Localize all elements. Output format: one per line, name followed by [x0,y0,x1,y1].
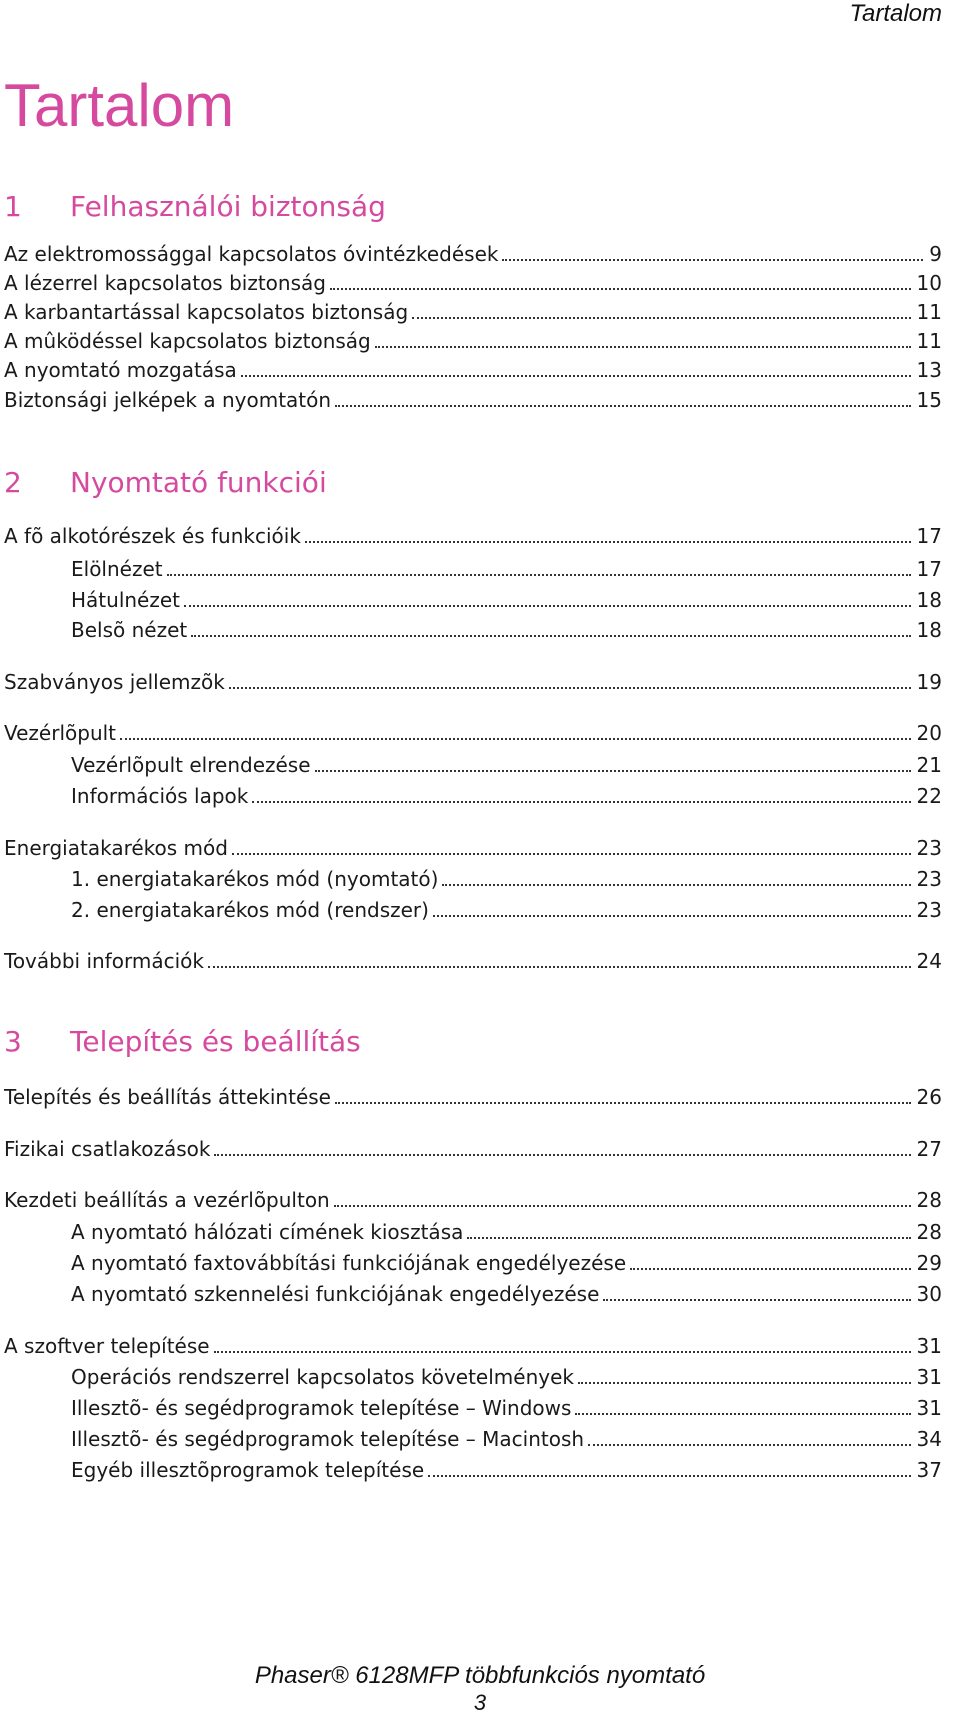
toc-entry-title: Illesztõ- és segédprogramok telepítése – Windows [71,1396,572,1420]
toc-entry-title: A mûködéssel kapcsolatos biztonság [4,329,371,353]
toc-entry[interactable] [71,1279,942,1309]
dot-leader [375,346,911,348]
toc-entry[interactable] [71,1362,942,1392]
dot-leader [229,687,911,689]
toc-page-number: 22 [916,784,942,808]
toc-entry[interactable] [4,385,942,415]
toc-entry[interactable] [71,554,942,584]
dot-leader [214,1154,910,1156]
toc-entry-title: Energiatakarékos mód [4,836,228,860]
toc-entry[interactable] [4,946,942,976]
toc-entry-title: Fizikai csatlakozások [4,1137,211,1161]
dot-leader [330,288,911,290]
toc-entry[interactable] [4,833,942,863]
toc-page-number: 23 [916,836,942,860]
toc-entry-title: A nyomtató faxtovábbítási funkciójának engedélyezése [71,1251,627,1275]
dot-leader [575,1413,910,1415]
chapter-heading-2[interactable] [4,462,960,502]
toc-entry[interactable] [71,585,942,615]
toc-page-number: 37 [916,1458,942,1482]
chapter-number: 3 [4,1024,22,1058]
toc-entry[interactable] [4,667,942,697]
toc-page-number: 11 [916,329,942,353]
toc-entry-title: Egyéb illesztõprogramok telepítése [71,1458,425,1482]
dot-leader [305,541,911,543]
chapter-number: 2 [4,465,22,499]
toc-entry[interactable] [4,268,942,298]
toc-page-number: 19 [916,670,942,694]
dot-leader [630,1268,910,1270]
chapter-title: Telepítés és beállítás [70,1024,361,1058]
toc-entry[interactable] [71,1393,942,1423]
toc-entry-title: Illesztõ- és segédprogramok telepítése – Macintosh [71,1427,585,1451]
dot-leader [578,1382,911,1384]
toc-page-number: 13 [916,358,942,382]
toc-entry-title: Az elektromossággal kapcsolatos óvintézkedések [4,242,499,266]
toc-page-number: 18 [916,588,942,612]
toc-entry[interactable] [71,615,942,645]
toc-page-number: 17 [916,524,942,548]
toc-entry[interactable] [71,1455,942,1485]
toc-page-number: 28 [916,1220,942,1244]
dot-leader [208,966,911,968]
toc-page-number: 34 [916,1427,942,1451]
dot-leader [191,635,910,637]
dot-leader [502,259,923,261]
toc-page-number: 18 [916,618,942,642]
dot-leader [603,1299,910,1301]
dot-leader [334,1205,911,1207]
chapter-heading-1[interactable] [4,186,960,226]
toc-page-number: 29 [916,1251,942,1275]
toc-page-number: 31 [916,1396,942,1420]
toc-entry[interactable] [4,239,942,269]
toc-entry[interactable] [4,1082,942,1112]
toc-entry-title: Telepítés és beállítás áttekintése [4,1085,331,1109]
toc-entry[interactable] [71,864,942,894]
toc-entry-title: 1. energiatakarékos mód (nyomtató) [71,867,439,891]
toc-entry[interactable] [4,326,942,356]
dot-leader [412,317,910,319]
toc-page-number: 11 [916,300,942,324]
toc-entry-title: A karbantartással kapcsolatos biztonság [4,300,409,324]
toc-entry[interactable] [4,1331,942,1361]
toc-entry[interactable] [71,1424,942,1454]
toc-entry-title: Biztonsági jelképek a nyomtatón [4,388,332,412]
toc-page-number: 15 [916,388,942,412]
dot-leader [315,770,911,772]
dot-leader [120,738,911,740]
toc-entry-title: A nyomtató hálózati címének kiosztása [71,1220,464,1244]
toc-entry-title: Információs lapok [71,784,249,808]
toc-page-number: 23 [916,867,942,891]
dot-leader [232,853,911,855]
toc-entry-title: 2. energiatakarékos mód (rendszer) [71,898,429,922]
toc-entry[interactable] [4,1134,942,1164]
toc-page-number: 27 [916,1137,942,1161]
toc-entry-title: Operációs rendszerrel kapcsolatos követelmények [71,1365,574,1389]
toc-page-number: 31 [916,1334,942,1358]
toc-entry-title: Elölnézet [71,557,163,581]
toc-entry-title: Kezdeti beállítás a vezérlõpulton [4,1188,330,1212]
toc-entry-title: Hátulnézet [71,588,180,612]
toc-entry[interactable] [71,895,942,925]
toc-page-number: 9 [929,242,942,266]
dot-leader [214,1351,911,1353]
toc-entry[interactable] [4,1185,942,1215]
toc-page-number: 21 [916,753,942,777]
dot-leader [442,884,910,886]
running-head: Tartalom [849,0,942,27]
toc-page-number: 28 [916,1188,942,1212]
dot-leader [433,915,911,917]
toc-entry-title: A nyomtató szkennelési funkciójának engedélyezése [71,1282,600,1306]
dot-leader [335,1102,911,1104]
toc-entry-title: Belsõ nézet [71,618,188,642]
toc-page-number: 17 [916,557,942,581]
toc-page-number: 26 [916,1085,942,1109]
toc-entry-title: Vezérlõpult elrendezése [71,753,311,777]
toc-entry-title: A lézerrel kapcsolatos biztonság [4,271,326,295]
chapter-title: Nyomtató funkciói [70,465,327,499]
dot-leader [428,1475,910,1477]
dot-leader [588,1444,910,1446]
dot-leader [252,801,910,803]
toc-page-number: 24 [916,949,942,973]
toc-entry[interactable] [4,297,942,327]
toc-entry-title: Szabványos jellemzõk [4,670,225,694]
dot-leader [241,375,911,377]
chapter-number: 1 [4,189,22,223]
page-title: Tartalom [4,72,235,139]
chapter-heading-3[interactable] [4,1021,960,1061]
toc-page-number: 30 [916,1282,942,1306]
toc-entry[interactable] [4,521,942,551]
toc-entry-title: További információk [4,949,204,973]
footer-product-name: Phaser® 6128MFP többfunkciós nyomtató [254,1662,706,1689]
toc-page-number: 10 [916,271,942,295]
toc-entry[interactable] [71,750,942,780]
toc-entry[interactable] [71,1217,942,1247]
toc-page-number: 23 [916,898,942,922]
toc-page-number: 20 [916,721,942,745]
dot-leader [184,605,911,607]
toc-entry-title: A szoftver telepítése [4,1334,210,1358]
dot-leader [467,1237,910,1239]
footer-page-number: 3 [473,1690,487,1715]
toc-entry[interactable] [71,1248,942,1278]
toc-entry[interactable] [4,718,942,748]
toc-entry-title: Vezérlõpult [4,721,117,745]
toc-entry[interactable] [4,355,942,385]
toc-entry[interactable] [71,781,942,811]
dot-leader [335,405,911,407]
toc-page-number: 31 [916,1365,942,1389]
dot-leader [167,574,911,576]
toc-entry-title: A fõ alkotórészek és funkcióik [4,524,301,548]
chapter-title: Felhasználói biztonság [70,189,386,223]
toc-entry-title: A nyomtató mozgatása [4,358,237,382]
